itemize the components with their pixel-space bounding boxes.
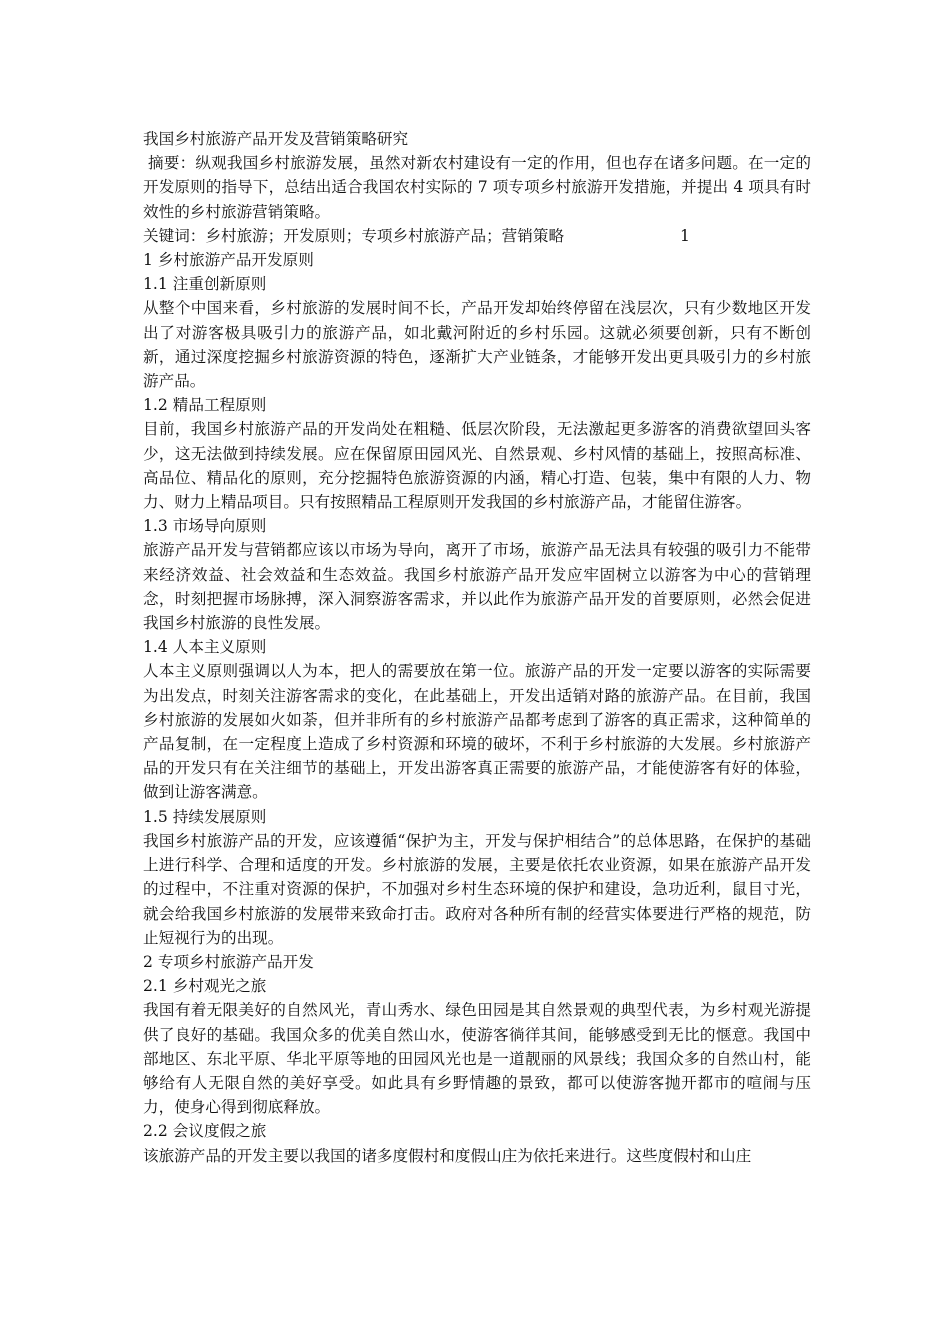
keywords: 关键词：乡村旅游；开发原则；专项乡村旅游产品；营销策略 [143, 226, 565, 245]
section-heading: 2.2 会议度假之旅 [143, 1122, 267, 1141]
document-page [143, 127, 811, 1168]
section-text: 旅游产品开发与营销都应该以市场为导向，离开了市场，旅游产品无法具有较强的吸引力不能带来经济效益、社会效益和生态效益。我国乡村旅游产品开发应牢固树立以游客为中心的营销理念，时刻把握市场脉搏，深入洞察游客需求，并以此作为旅游产品开发的首要原则，必然会促进我国乡村旅游的良性发展。 [143, 541, 811, 633]
section-heading: 1.3 市场导向原则 [143, 517, 267, 536]
section-text: 我国有着无限美好的自然风光，青山秀水、绿色田园是其自然景观的典型代表，为乡村观光游提供了良好的基础。我国众多的优美自然山水，使游客徜徉其间，能够感受到无比的惬意。我国中部地区、东北平原、华北平原等地的田园风光也是一道靓丽的风景线；我国众多的自然山村，能够给有人无限自然的美好享受。如此具有乡野情趣的景致，都可以使游客抛开都市的喧闹与压力，使身心得到彻底释放。 [143, 1001, 811, 1117]
section-heading: 1.4 人本主义原则 [143, 638, 267, 657]
keywords-number: 1 [680, 226, 690, 245]
keywords-line [143, 224, 811, 248]
document-title: 我国乡村旅游产品开发及营销策略研究 [143, 130, 409, 148]
section-heading: 2.1 乡村观光之旅 [143, 977, 267, 996]
abstract: 摘要：纵观我国乡村旅游发展，虽然对新农村建设有一定的作用，但也存在诸多问题。在一定的开发原则的指导下，总结出适合我国农村实际的 7 项专项乡村旅游开发措施，并提出 4 项具有时效性的乡村旅游营销策略。 [143, 154, 811, 221]
section-heading: 2 专项乡村旅游产品开发 [143, 952, 314, 971]
section-heading: 1.2 精品工程原则 [143, 396, 267, 415]
section-heading: 1.5 持续发展原则 [143, 807, 267, 826]
section-heading: 1 乡村旅游产品开发原则 [143, 251, 314, 270]
section-heading: 1.1 注重创新原则 [143, 275, 267, 294]
section-text: 目前，我国乡村旅游产品的开发尚处在粗糙、低层次阶段，无法激起更多游客的消费欲望回头客少，这无法做到持续发展。应在保留原田园风光、自然景观、乡村风情的基础上，按照高标准、高品位、精品化的原则，充分挖掘特色旅游资源的内涵，精心打造、包装，集中有限的人力、物力、财力上精品项目。只有按照精品工程原则开发我国的乡村旅游产品，才能留住游客。 [143, 420, 811, 512]
section-text: 我国乡村旅游产品的开发，应该遵循“保护为主，开发与保护相结合”的总体思路，在保护的基础上进行科学、合理和适度的开发。乡村旅游的发展，主要是依托农业资源，如果在旅游产品开发的过程中，不注重对资源的保护，不加强对乡村生态环境的保护和建设，急功近利，鼠目寸光，就会给我国乡村旅游的发展带来致命打击。政府对各种所有制的经营实体要进行严格的规范，防止短视行为的出现。 [143, 831, 811, 947]
section-text: 人本主义原则强调以人为本，把人的需要放在第一位。旅游产品的开发一定要以游客的实际需要为出发点，时刻关注游客需求的变化，在此基础上，开发出适销对路的旅游产品。在目前，我国乡村旅游的发展如火如荼，但并非所有的乡村旅游产品都考虑到了游客的真正需求，这种简单的产品复制，在一定程度上造成了乡村资源和环境的破坏，不利于乡村旅游的大发展。乡村旅游产品的开发只有在关注细节的基础上，开发出游客真正需要的旅游产品，才能使游客有好的体验，做到让游客满意。 [143, 662, 811, 802]
section-text: 从整个中国来看，乡村旅游的发展时间不长，产品开发却始终停留在浅层次，只有少数地区开发出了对游客极具吸引力的旅游产品，如北戴河附近的乡村乐园。这就必须要创新，只有不断创新，通过深度挖掘乡村旅游资源的特色，逐渐扩大产业链条，才能够开发出更具吸引力的乡村旅游产品。 [143, 299, 811, 391]
section-text: 该旅游产品的开发主要以我国的诸多度假村和度假山庄为依托来进行。这些度假村和山庄 [143, 1146, 752, 1165]
